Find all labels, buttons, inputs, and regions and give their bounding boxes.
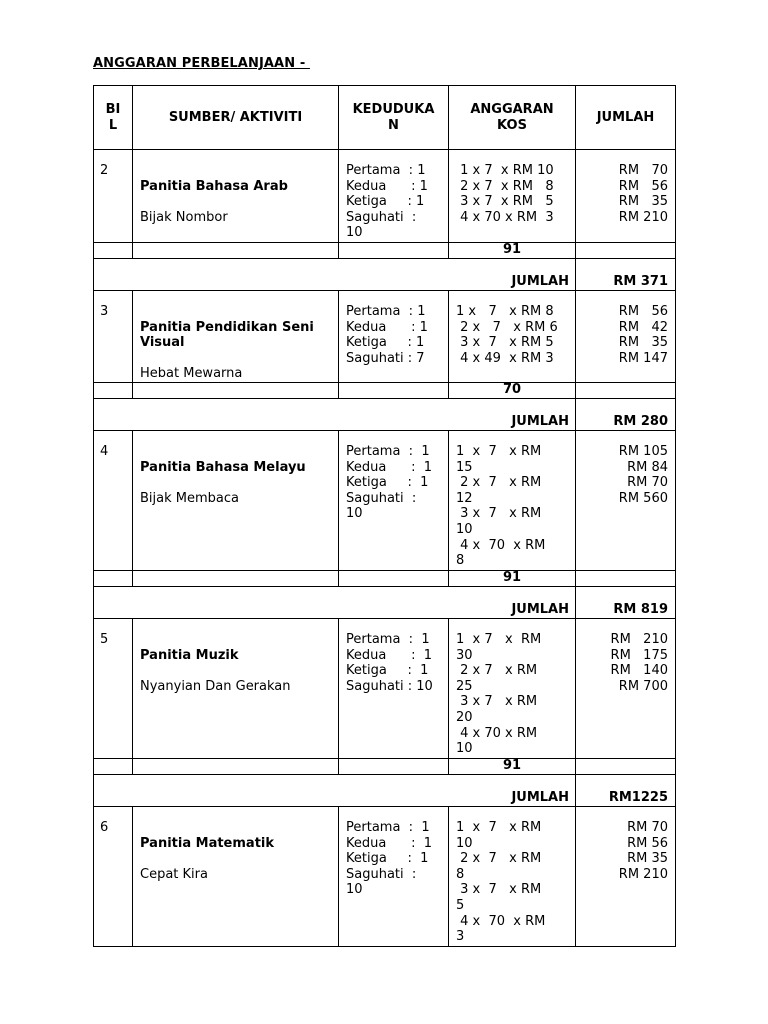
kedudukan-cell <box>339 150 449 243</box>
table-row <box>94 430 676 570</box>
panitia-name: Panitia Pendidikan Seni Visual <box>140 319 314 351</box>
subtotal-row <box>94 243 676 259</box>
panitia-name: Panitia Muzik <box>140 647 239 663</box>
table-row <box>94 618 676 758</box>
header-sumber <box>133 86 339 150</box>
kedudukan-value: Pertama : 1 Kedua : 1 Ketiga : 1 Saguhati : 10 <box>346 163 428 241</box>
panitia-name: Panitia Bahasa Melayu <box>140 459 306 475</box>
jumlah-row <box>94 259 676 291</box>
sumber-cell <box>133 291 339 383</box>
bil-cell <box>94 291 133 383</box>
bil-value: 4 <box>100 443 109 459</box>
jumlah-row <box>94 774 676 806</box>
header-anggaran <box>449 86 576 150</box>
jumlah-total: RM1225 <box>576 774 676 806</box>
kedudukan-value: Pertama : 1 Kedua : 1 Ketiga : 1 Saguhati : 10 <box>346 443 433 522</box>
table-row <box>94 291 676 383</box>
sumber-cell <box>133 806 339 946</box>
amount-value: RM 210 RM 175 RM 140 RM 700 <box>610 631 668 694</box>
kos-value: 1 x 7 x RM 15 2 x 7 x RM 12 3 x 7 x RM 10 4 x 70 x RM 8 <box>456 443 546 569</box>
subtotal-value: 70 <box>449 382 576 398</box>
jumlah-label: JUMLAH <box>94 586 576 618</box>
document-title: ANGGARAN PERBELANJAAN - <box>93 56 310 71</box>
subtotal-value: 91 <box>449 570 576 586</box>
header-jumlah <box>576 86 676 150</box>
sumber-cell <box>133 430 339 570</box>
jumlah-total: RM 819 <box>576 586 676 618</box>
kedudukan-cell <box>339 618 449 758</box>
subtotal-value: 91 <box>449 758 576 774</box>
subtotal-row <box>94 570 676 586</box>
header-row <box>94 86 676 150</box>
jumlah-total: RM 280 <box>576 398 676 430</box>
header-bil <box>94 86 133 150</box>
bil-value: 6 <box>100 819 109 835</box>
subtotal-value: 91 <box>449 243 576 259</box>
kos-cell <box>449 430 576 570</box>
aktiviti-name: Bijak Nombor <box>140 209 228 225</box>
kos-value: 1 x 7 x RM 10 2 x 7 x RM 8 3 x 7 x RM 5 4 x 70 x RM 3 <box>456 819 546 945</box>
amount-value: RM 105 RM 84 RM 70 RM 560 <box>618 443 668 506</box>
kos-value: 1 x 7 x RM 10 2 x 7 x RM 8 3 x 7 x RM 5 4 x 70 x RM 3 <box>460 163 554 225</box>
aktiviti-name: Hebat Mewarna <box>140 366 243 382</box>
bil-value: 3 <box>100 304 109 319</box>
amount-cell <box>576 150 676 243</box>
sumber-cell <box>133 618 339 758</box>
subtotal-row <box>94 382 676 398</box>
sumber-cell <box>133 150 339 243</box>
jumlah-row <box>94 586 676 618</box>
amount-value: RM 56 RM 42 RM 35 RM 147 <box>618 304 668 366</box>
subtotal-row <box>94 758 676 774</box>
amount-cell <box>576 430 676 570</box>
kos-value: 1 x 7 x RM 8 2 x 7 x RM 6 3 x 7 x RM 5 4 x 49 x RM 3 <box>456 304 558 366</box>
jumlah-label: JUMLAH <box>94 774 576 806</box>
kedudukan-value: Pertama : 1 Kedua : 1 Ketiga : 1 Saguhati : 10 <box>346 819 433 898</box>
kedudukan-cell <box>339 806 449 946</box>
kos-cell <box>449 806 576 946</box>
aktiviti-name: Cepat Kira <box>140 866 208 882</box>
kos-cell <box>449 150 576 243</box>
amount-cell <box>576 806 676 946</box>
table-row <box>94 150 676 243</box>
jumlah-label: JUMLAH <box>94 259 576 291</box>
amount-cell <box>576 618 676 758</box>
header-anggaran-label: ANGGARAN KOS <box>470 101 554 133</box>
kos-value: 1 x 7 x RM 30 2 x 7 x RM 25 3 x 7 x RM 20 4 x 70 x RM 10 <box>456 631 542 757</box>
amount-cell <box>576 291 676 383</box>
panitia-name: Panitia Matematik <box>140 835 275 851</box>
amount-value: RM 70 RM 56 RM 35 RM 210 <box>618 819 668 882</box>
kedudukan-value: Pertama : 1 Kedua : 1 Ketiga : 1 Saguhati : 7 <box>346 304 428 366</box>
table-row <box>94 806 676 946</box>
aktiviti-name: Bijak Membaca <box>140 490 239 506</box>
bil-cell <box>94 806 133 946</box>
aktiviti-name: Nyanyian Dan Gerakan <box>140 678 291 694</box>
bil-cell <box>94 430 133 570</box>
jumlah-total: RM 371 <box>576 259 676 291</box>
header-sumber-label: SUMBER/ AKTIVITI <box>168 109 303 125</box>
kedudukan-value: Pertama : 1 Kedua : 1 Ketiga : 1 Saguhati : 10 <box>346 631 433 694</box>
header-jumlah-label: JUMLAH <box>596 109 655 125</box>
jumlah-row <box>94 398 676 430</box>
header-kedudukan <box>339 86 449 150</box>
kedudukan-cell <box>339 291 449 383</box>
kos-cell <box>449 618 576 758</box>
bil-value: 5 <box>100 631 109 647</box>
amount-value: RM 70 RM 56 RM 35 RM 210 <box>618 163 668 225</box>
bil-value: 2 <box>100 163 109 178</box>
jumlah-label: JUMLAH <box>94 398 576 430</box>
panitia-name: Panitia Bahasa Arab <box>140 178 288 194</box>
kedudukan-cell <box>339 430 449 570</box>
budget-table <box>93 85 676 947</box>
kos-cell <box>449 291 576 383</box>
header-kedudukan-label: KEDUDUKA N <box>352 101 435 133</box>
header-bil-label: BI L <box>105 101 121 133</box>
bil-cell <box>94 150 133 243</box>
bil-cell <box>94 618 133 758</box>
